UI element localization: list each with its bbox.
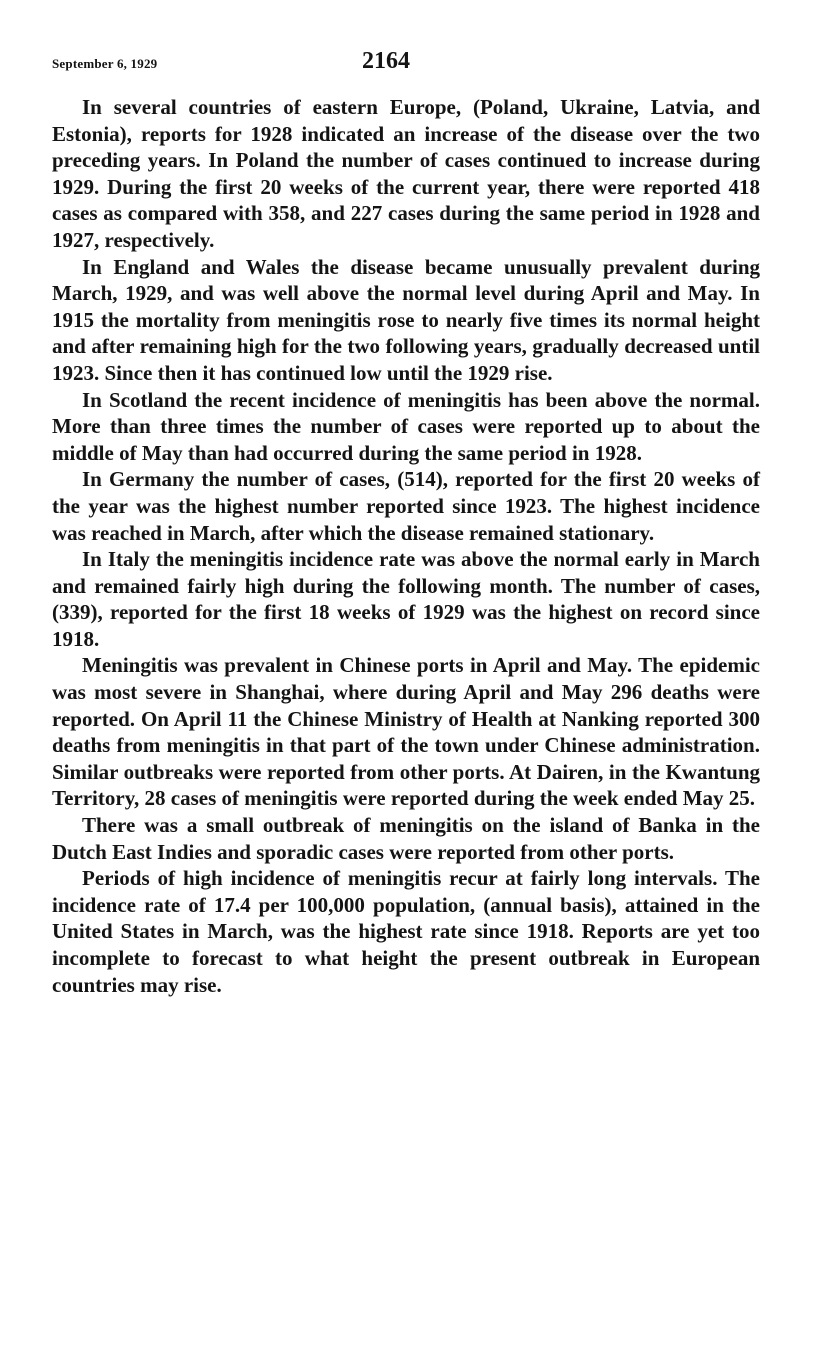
paragraph-periods-of-incidence: Periods of high incidence of meningitis recur at fairly long intervals. The incidence rate of 17.4 per 100,000 population, (annual basis), attained in the United States in March, was the highest rate since 1918. Reports are yet too incomplete to forecast to what height the present outbreak in European countries may rise. [52, 866, 760, 997]
paragraph-eastern-europe: In several countries of eastern Europe, (Poland, Ukraine, Latvia, and Estonia), reports for 1928 indicated an increase of the disease over the two preceding years. In Poland the number of cases continued to increase during 1929. During the first 20 weeks of the current year, there were reported 418 cases as compared with 358, and 227 cases during the same period in 1928 and 1927, respectively. [52, 95, 760, 252]
paragraph-italy: In Italy the meningitis incidence rate was above the normal early in March and remained fairly high during the following month. The number of cases, (339), reported for the first 18 weeks of 1929 was the highest on record since 1918. [52, 547, 760, 651]
paragraph-germany: In Germany the number of cases, (514), reported for the first 20 weeks of the year was the highest number reported since 1923. The highest incidence was reached in March, after which the disease remained stationary. [52, 467, 760, 545]
page-header [52, 48, 764, 78]
paragraph-england-wales: In England and Wales the disease became unusually prevalent during March, 1929, and was well above the normal level during April and May. In 1915 the mortality from meningitis rose to nearly five times its normal height and after remaining high for the two following years, gradually decreased until 1923. Since then it has continued low until the 1929 rise. [52, 254, 760, 385]
paragraph-dutch-east-indies: There was a small outbreak of meningitis on the island of Banka in the Dutch East Indies and sporadic cases were reported from other ports. [52, 813, 760, 864]
article-body [52, 94, 760, 998]
page-number: 2164 [362, 48, 410, 74]
paragraph-scotland: In Scotland the recent incidence of meningitis has been above the normal. More than three times the number of cases were reported up to about the middle of May than had occurred during the same period in 1928. [52, 387, 760, 465]
header-date: September 6, 1929 [52, 56, 158, 71]
paragraph-china: Meningitis was prevalent in Chinese ports in April and May. The epidemic was most severe in Shanghai, where during April and May 296 deaths were reported. On April 11 the Chinese Ministry of Health at Nanking reported 300 deaths from meningitis in that part of the town under Chinese administration. Similar outbreaks were reported from other ports. At Dairen, in the Kwantung Territory, 28 cases of meningitis were reported during the week ended May 25. [52, 653, 760, 811]
